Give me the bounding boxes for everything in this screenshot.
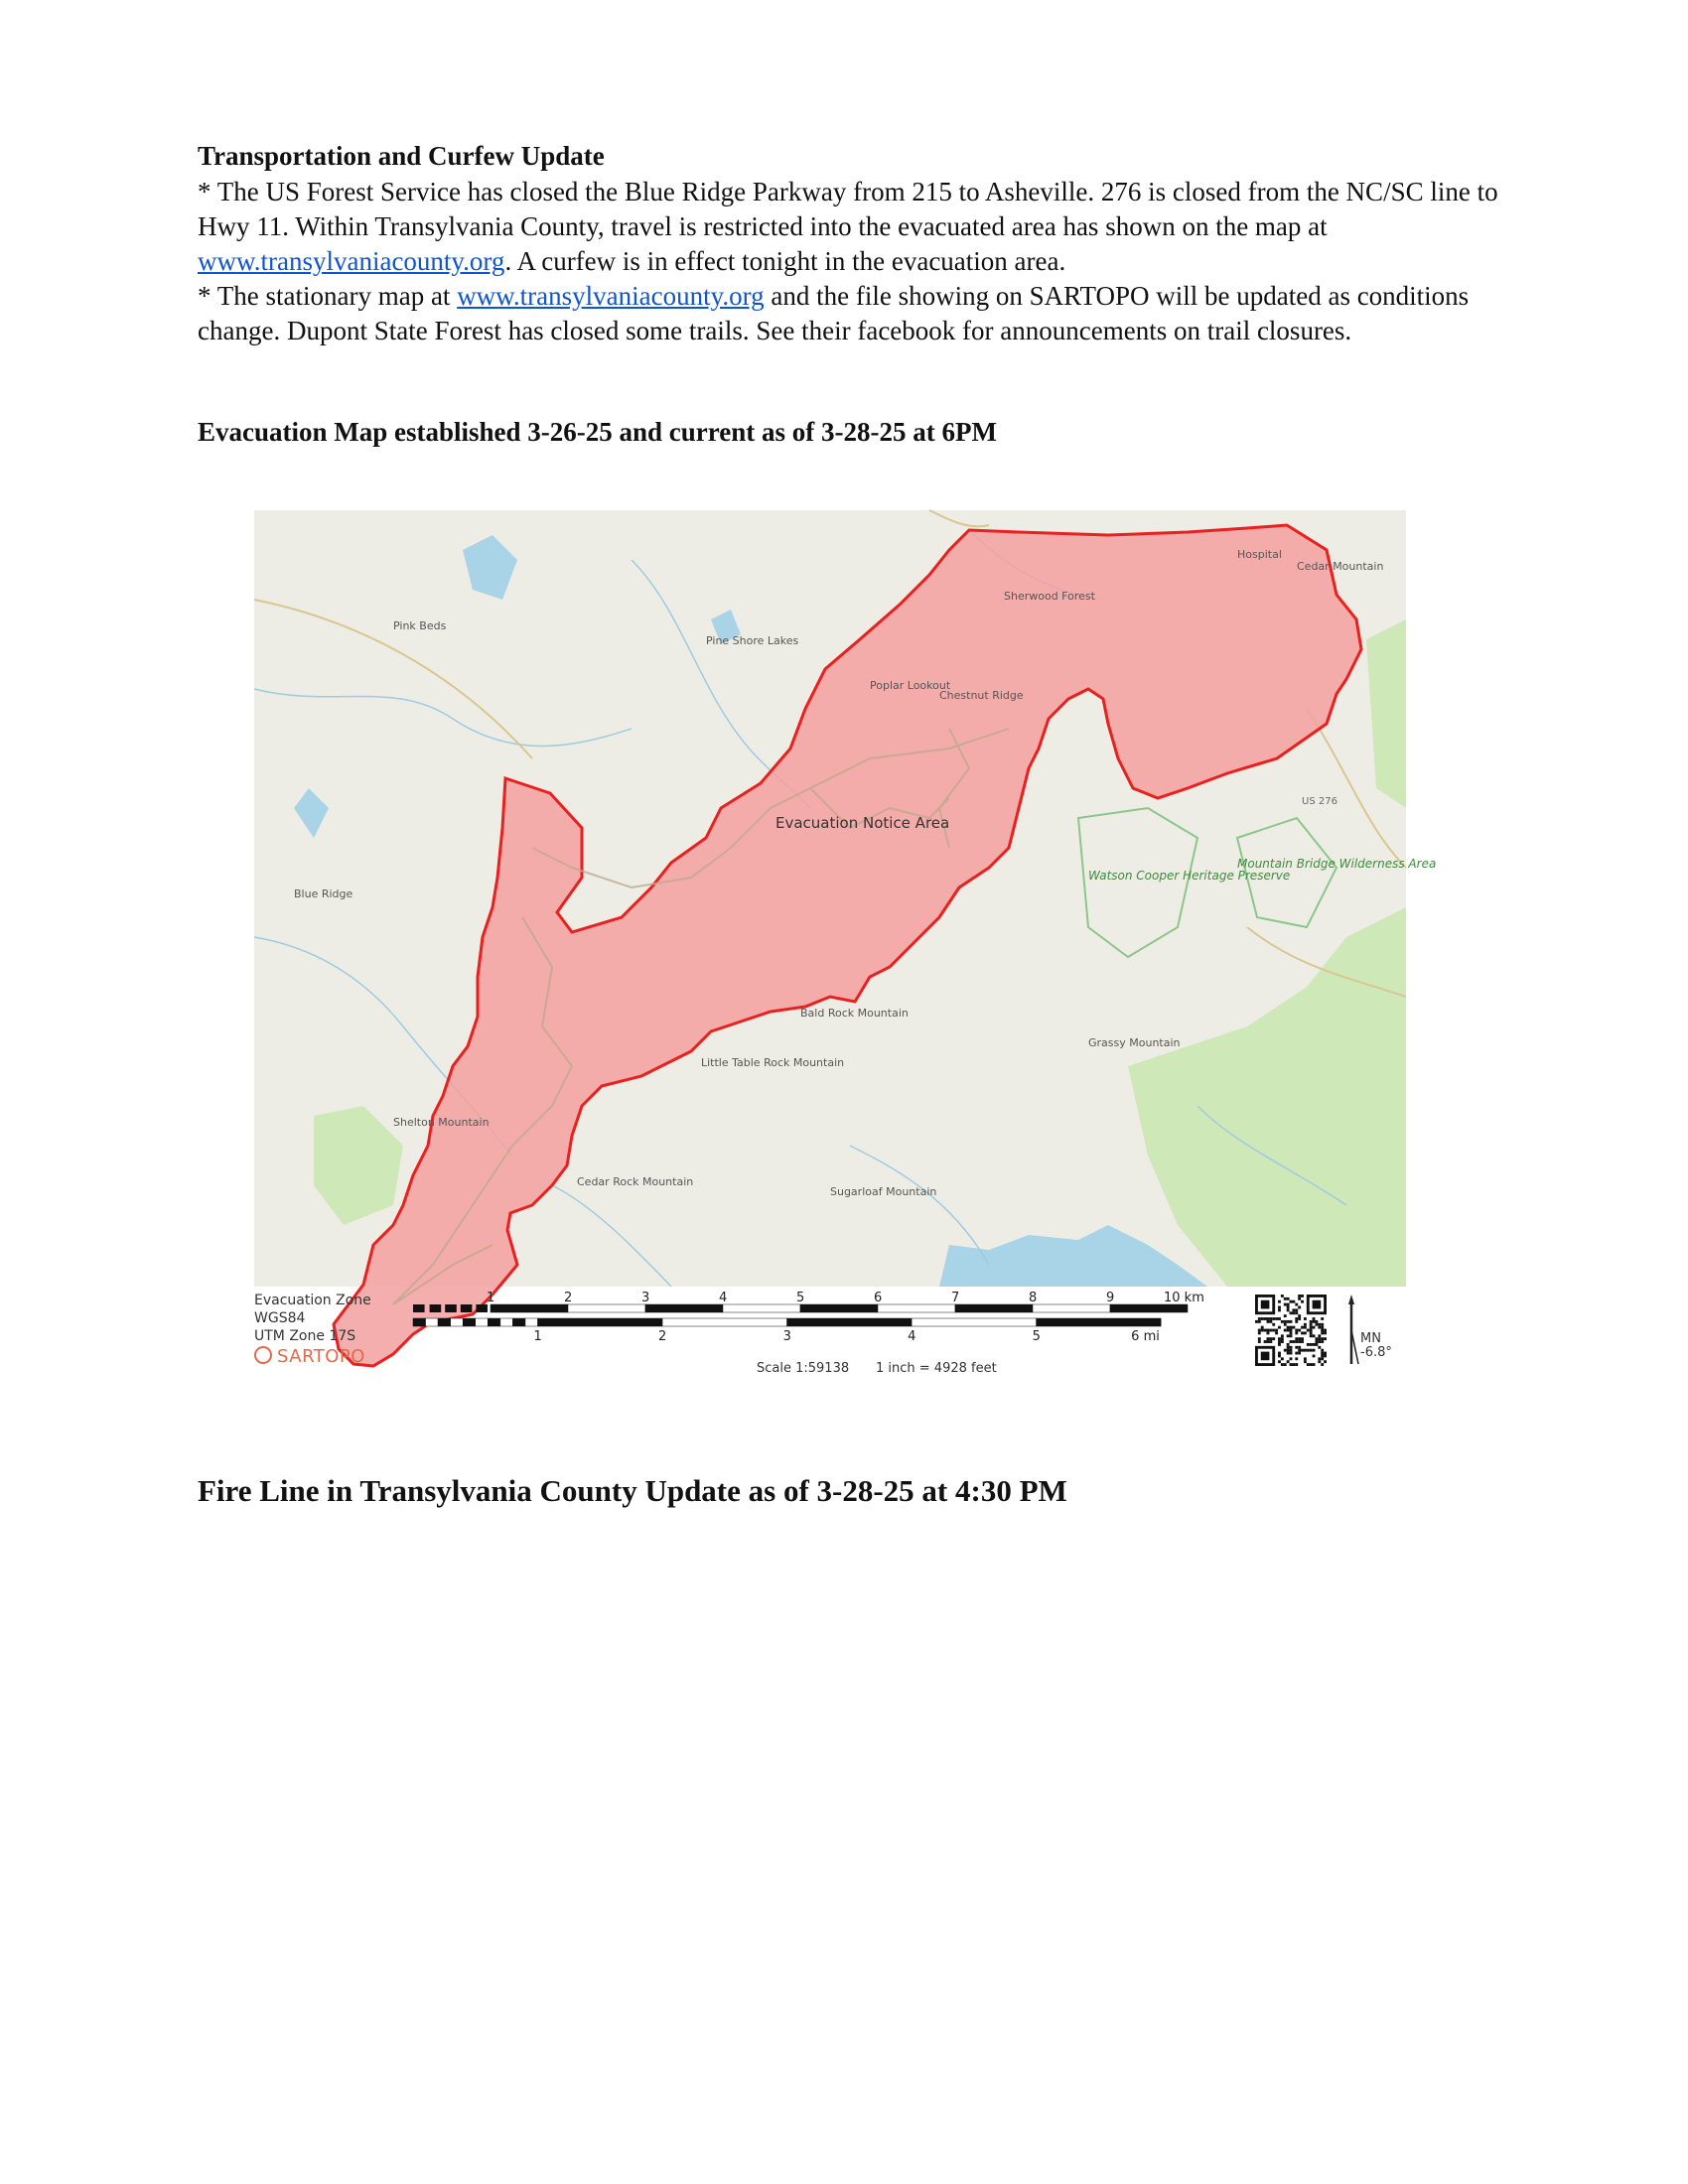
fire-line-heading: Fire Line in Transylvania County Update as of 3-28-25 at 4:30 PM [198, 1473, 1067, 1508]
mi-bar-segment [488, 1318, 500, 1326]
mi-bar-segment [463, 1318, 476, 1326]
sartopo-logo [254, 1346, 365, 1367]
place-little-table-rock-mountain: Little Table Rock Mountain [701, 1056, 845, 1069]
mi-bar-segment [512, 1318, 525, 1326]
km-bar-segment [461, 1304, 473, 1312]
scale-bar [413, 1291, 1247, 1376]
evacuation-notice-area-label: Evacuation Notice Area [775, 814, 950, 832]
mi-bar-segment [912, 1318, 1037, 1326]
mi-bar-segment [438, 1318, 451, 1326]
km-bar-segment [413, 1304, 425, 1312]
km-bar-segment [955, 1304, 1033, 1312]
scale-inch-feet: 1 inch = 4928 feet [876, 1361, 997, 1376]
mi-bar-segment [451, 1318, 464, 1326]
km-tick-label: 3 [641, 1291, 650, 1305]
mi-tick-label: 6 mi [1131, 1329, 1160, 1344]
qr-code-icon[interactable] [1255, 1295, 1327, 1366]
mi-bar-segment [476, 1318, 489, 1326]
mi-tick-label: 1 [533, 1329, 542, 1344]
mi-bar-segment [426, 1318, 439, 1326]
sartopo-logo-icon [254, 1346, 272, 1364]
north-arrow-icon [1346, 1291, 1406, 1370]
mi-bar-segment [787, 1318, 913, 1326]
stationary-map-text: * The stationary map at [198, 281, 458, 311]
county-website-link-2[interactable]: www.transylvaniacounty.org [457, 281, 765, 311]
km-tick-label: 5 [796, 1291, 805, 1305]
km-tick-label: 8 [1029, 1291, 1038, 1305]
mi-tick-label: 3 [782, 1329, 791, 1344]
place-shelton-mountain: Shelton Mountain [393, 1116, 490, 1129]
map-frame[interactable] [254, 510, 1437, 1287]
county-website-link[interactable]: www.transylvaniacounty.org [198, 246, 505, 276]
scale-ratio: Scale 1:59138 [757, 1361, 850, 1376]
legend-zone-name: Evacuation Zone [254, 1293, 371, 1308]
mi-bar-segment [500, 1318, 513, 1326]
km-tick-label: 2 [564, 1291, 573, 1305]
km-bar-segment [476, 1304, 488, 1312]
trail-closure-text: and the file showing on SARTOPO will be updated as conditions change. Dupont State Forest has closed some trails. See their facebook for announcements on trail closures. [198, 281, 1470, 345]
mi-tick-label: 5 [1032, 1329, 1041, 1344]
map-legend [254, 1291, 1406, 1378]
place-poplar-lookout: Poplar Lookout [870, 679, 951, 692]
km-bar-segment [645, 1304, 723, 1312]
km-bar-segment [491, 1304, 568, 1312]
evacuation-map-heading: Evacuation Map established 3-26-25 and current as of 3-28-25 at 6PM [198, 417, 997, 447]
km-bar-segment [1033, 1304, 1110, 1312]
km-tick-label: 4 [719, 1291, 728, 1305]
place-sugarloaf-mountain: Sugarloaf Mountain [830, 1185, 937, 1198]
place-grassy-mountain: Grassy Mountain [1088, 1036, 1181, 1049]
km-bar-segment [1110, 1304, 1188, 1312]
km-bar-segment [445, 1304, 457, 1312]
place-cedar-rock-mountain: Cedar Rock Mountain [577, 1175, 694, 1188]
place-hospital: Hospital [1237, 548, 1282, 561]
place-chestnut-ridge: Chestnut Ridge [939, 689, 1024, 702]
mi-scale-bar [413, 1318, 1161, 1344]
evacuation-map-figure [254, 510, 1437, 1379]
sartopo-logo-text: SARTOPO [277, 1346, 365, 1367]
declination-label: -6.8° [1360, 1345, 1392, 1360]
km-bar-segment [430, 1304, 442, 1312]
km-tick-label: 6 [874, 1291, 883, 1305]
km-scale-bar [413, 1291, 1204, 1312]
km-bar-segment [568, 1304, 645, 1312]
km-tick-label: 10 km [1164, 1291, 1204, 1305]
evacuation-map [254, 510, 1437, 1287]
km-tick-label: 9 [1106, 1291, 1115, 1305]
place-watson-cooper: Watson Cooper Heritage Preserve [1088, 869, 1291, 883]
north-label: MN [1360, 1331, 1381, 1346]
legend-utm-zone: UTM Zone 17S [254, 1328, 356, 1344]
transportation-paragraph [198, 175, 1508, 348]
mi-bar-segment [662, 1318, 787, 1326]
place-bald-rock-mountain: Bald Rock Mountain [800, 1007, 909, 1020]
km-bar-segment [878, 1304, 955, 1312]
mi-tick-label: 4 [908, 1329, 916, 1344]
transportation-curfew-heading: Transportation and Curfew Update [198, 141, 605, 171]
km-tick-label: 7 [951, 1291, 960, 1305]
mi-bar-segment [538, 1318, 663, 1326]
closure-text: * The US Forest Service has closed the Blue Ridge Parkway from 215 to Asheville. 276 is closed from the NC/SC line to Hwy 11. Within Transylvania County, travel is restricted into the evacuated area has shown on the map at [198, 177, 1498, 241]
place-cedar-mountain: Cedar Mountain [1297, 560, 1384, 573]
mi-bar-segment [525, 1318, 538, 1326]
place-pine-shore-lakes: Pine Shore Lakes [706, 634, 799, 647]
mi-tick-label: 2 [658, 1329, 667, 1344]
place-sherwood-forest: Sherwood Forest [1004, 590, 1095, 603]
mi-bar-segment [413, 1318, 426, 1326]
km-tick-label: 1 [487, 1291, 495, 1305]
mi-bar-segment [1037, 1318, 1162, 1326]
km-bar-segment [723, 1304, 800, 1312]
legend-datum: WGS84 [254, 1310, 306, 1326]
km-bar-segment [800, 1304, 878, 1312]
place-blue-ridge: Blue Ridge [294, 887, 353, 900]
road-us276-label: US 276 [1302, 796, 1337, 807]
place-pink-beds: Pink Beds [393, 619, 447, 632]
curfew-text: . A curfew is in effect tonight in the evacuation area. [504, 246, 1066, 276]
place-mountain-bridge: Mountain Bridge Wilderness Area [1237, 857, 1437, 871]
